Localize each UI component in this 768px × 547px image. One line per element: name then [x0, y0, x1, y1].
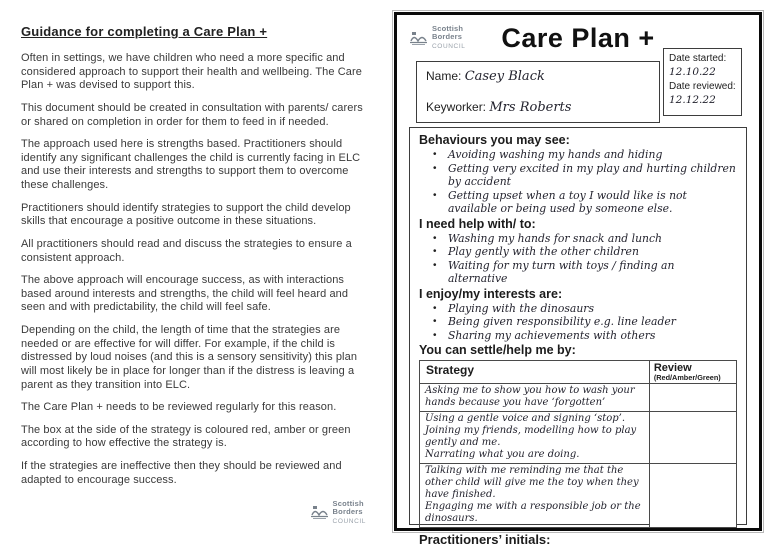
logo-line-borders: Borders	[332, 507, 363, 517]
help-item: • Play gently with the other children	[433, 245, 639, 258]
strategy-review-table	[419, 360, 737, 528]
practitioners-initials-label: Practitioners’ initials:	[419, 532, 551, 547]
guidance-paragraph: The approach used here is strengths based. Practitioners should identify any significant challenges the child is currently facing in ELC and use their interests and strengths to support them to overcome these challenges.	[21, 138, 361, 191]
date-reviewed-label: Date reviewed:	[669, 80, 736, 92]
guidance-paragraph: The above approach will encourage success, as with interactions based around interests and strengths, the child will feel heard and seen and with predictability, the child will feel safe.	[21, 274, 349, 314]
logo-line-scottish: Scottish	[332, 498, 364, 508]
logo-line-scottish: Scottish	[432, 24, 464, 33]
name-field	[426, 69, 650, 84]
help-item: • Washing my hands for snack and lunch	[433, 231, 662, 245]
strategy-cell	[420, 412, 650, 464]
name-label: Name:	[426, 69, 462, 83]
review-cell	[649, 412, 736, 464]
interest-item: • Being given responsibility e.g. line leader	[433, 315, 676, 328]
table-header-row	[420, 361, 737, 384]
strategy-text: Engaging me with a responsible job or the dinosaurs.	[425, 501, 641, 525]
bullet-icon: •	[433, 149, 437, 160]
logo-line-council: COUNCIL	[332, 517, 366, 525]
strategy-text: Using a gentle voice and signing ‘stop’.	[425, 413, 626, 425]
care-plan-main-box	[409, 127, 747, 547]
strategy-cell	[420, 464, 650, 528]
name-value: Casey Black	[464, 69, 545, 84]
council-bridge-icon	[310, 504, 330, 520]
behaviour-item: • Getting very excited in my play and hurting children by accident	[433, 161, 736, 188]
bullet-icon: •	[433, 329, 437, 341]
logo-line-council: COUNCIL	[432, 42, 466, 50]
guidance-paragraph: All practitioners should read and discuss the strategies to ensure a consistent approach.	[21, 237, 352, 264]
guidance-paragraph: If the strategies are ineffective then they should be reviewed and adapted to encourage success.	[21, 460, 342, 486]
interest-item: • Sharing my achievements with others	[433, 328, 656, 342]
bullet-icon: •	[433, 302, 437, 314]
bullet-icon: •	[433, 189, 437, 201]
scottish-borders-council-logo	[310, 500, 366, 525]
guidance-paragraph: Depending on the child, the length of time that the strategies are needed or are effective for will differ. For example, if the child is distressed by loud noises (and this is a sensory sensitivity) this plan will most likely be in place for longer than if the distress is leaving a parent as they transition into ELC.	[21, 324, 358, 391]
form-title: Care Plan +	[501, 23, 655, 53]
behaviour-item: • Avoiding washing my hands and hiding	[433, 148, 663, 161]
bullet-icon: •	[433, 162, 437, 174]
keyworker-label: Keyworker:	[426, 100, 487, 114]
strategy-text: Asking me to show you how to wash your hands because you have ‘forgotten’	[425, 385, 635, 409]
review-header-sub-label: (Red/Amber/Green)	[653, 373, 721, 383]
behaviours-heading: Behaviours you may see:	[419, 133, 570, 147]
care-plan-form-page	[394, 12, 762, 547]
guidance-paragraph: This document should be created in consultation with parents/ carers or shared on completion in order for them to feed in if needed.	[21, 101, 363, 128]
bullet-icon: •	[433, 259, 437, 271]
guidance-heading: Guidance for completing a Care Plan +	[21, 24, 268, 39]
name-keyworker-box	[416, 61, 660, 123]
logo-line-borders: Borders	[432, 32, 463, 42]
date-started-label: Date started:	[669, 53, 727, 64]
interests-heading: I enjoy/my interests are:	[419, 286, 563, 301]
council-logo-text	[333, 500, 366, 525]
keyworker-field	[426, 100, 650, 115]
review-cell	[649, 464, 736, 528]
bullet-icon: •	[433, 232, 437, 244]
date-started-value: 12.10.22	[669, 66, 716, 79]
guidance-paragraph: The box at the side of the strategy is coloured red, amber or green according to how effective the strategy is.	[21, 423, 351, 450]
strategy-text: Narrating what you are doing.	[425, 449, 580, 461]
strategy-cell	[420, 384, 650, 412]
guidance-paragraph: The Care Plan + needs to be reviewed regularly for this reason.	[21, 401, 337, 414]
behaviour-item: • Getting upset when a toy I would like is not available or being used by someone else.	[433, 188, 687, 215]
help-item: • Waiting for my turn with toys / finding an alternative	[433, 258, 675, 285]
dates-box	[663, 48, 742, 116]
interest-item: • Playing with the dinosaurs	[433, 301, 594, 315]
keyworker-value: Mrs Roberts	[489, 100, 572, 115]
review-column-header	[649, 361, 736, 384]
strategy-text: Talking with me reminding me that the other child will give me the toy when they have finished.	[425, 465, 639, 501]
bullet-icon: •	[433, 316, 437, 327]
table-row	[420, 464, 737, 528]
review-cell	[649, 384, 736, 412]
guidance-paragraph: Practitioners should identify strategies to support the child develop skills that encourage a positive outcome in these situations.	[21, 201, 351, 228]
table-row	[420, 384, 737, 412]
settle-heading: You can settle/help me by:	[419, 343, 576, 357]
help-heading: I need help with/ to:	[419, 216, 536, 231]
review-header-label: Review	[653, 362, 692, 374]
table-row	[420, 412, 737, 464]
strategy-column-header: Strategy	[420, 361, 650, 384]
bullet-icon: •	[433, 246, 437, 257]
strategy-text: Joining my friends, modelling how to play gently and me.	[425, 425, 637, 449]
guidance-paragraph: Often in settings, we have children who need a more specific and considered approach to support their health and wellbeing. The Care Plan + was devised to support this.	[21, 52, 362, 92]
date-reviewed-value: 12.12.22	[669, 94, 716, 107]
